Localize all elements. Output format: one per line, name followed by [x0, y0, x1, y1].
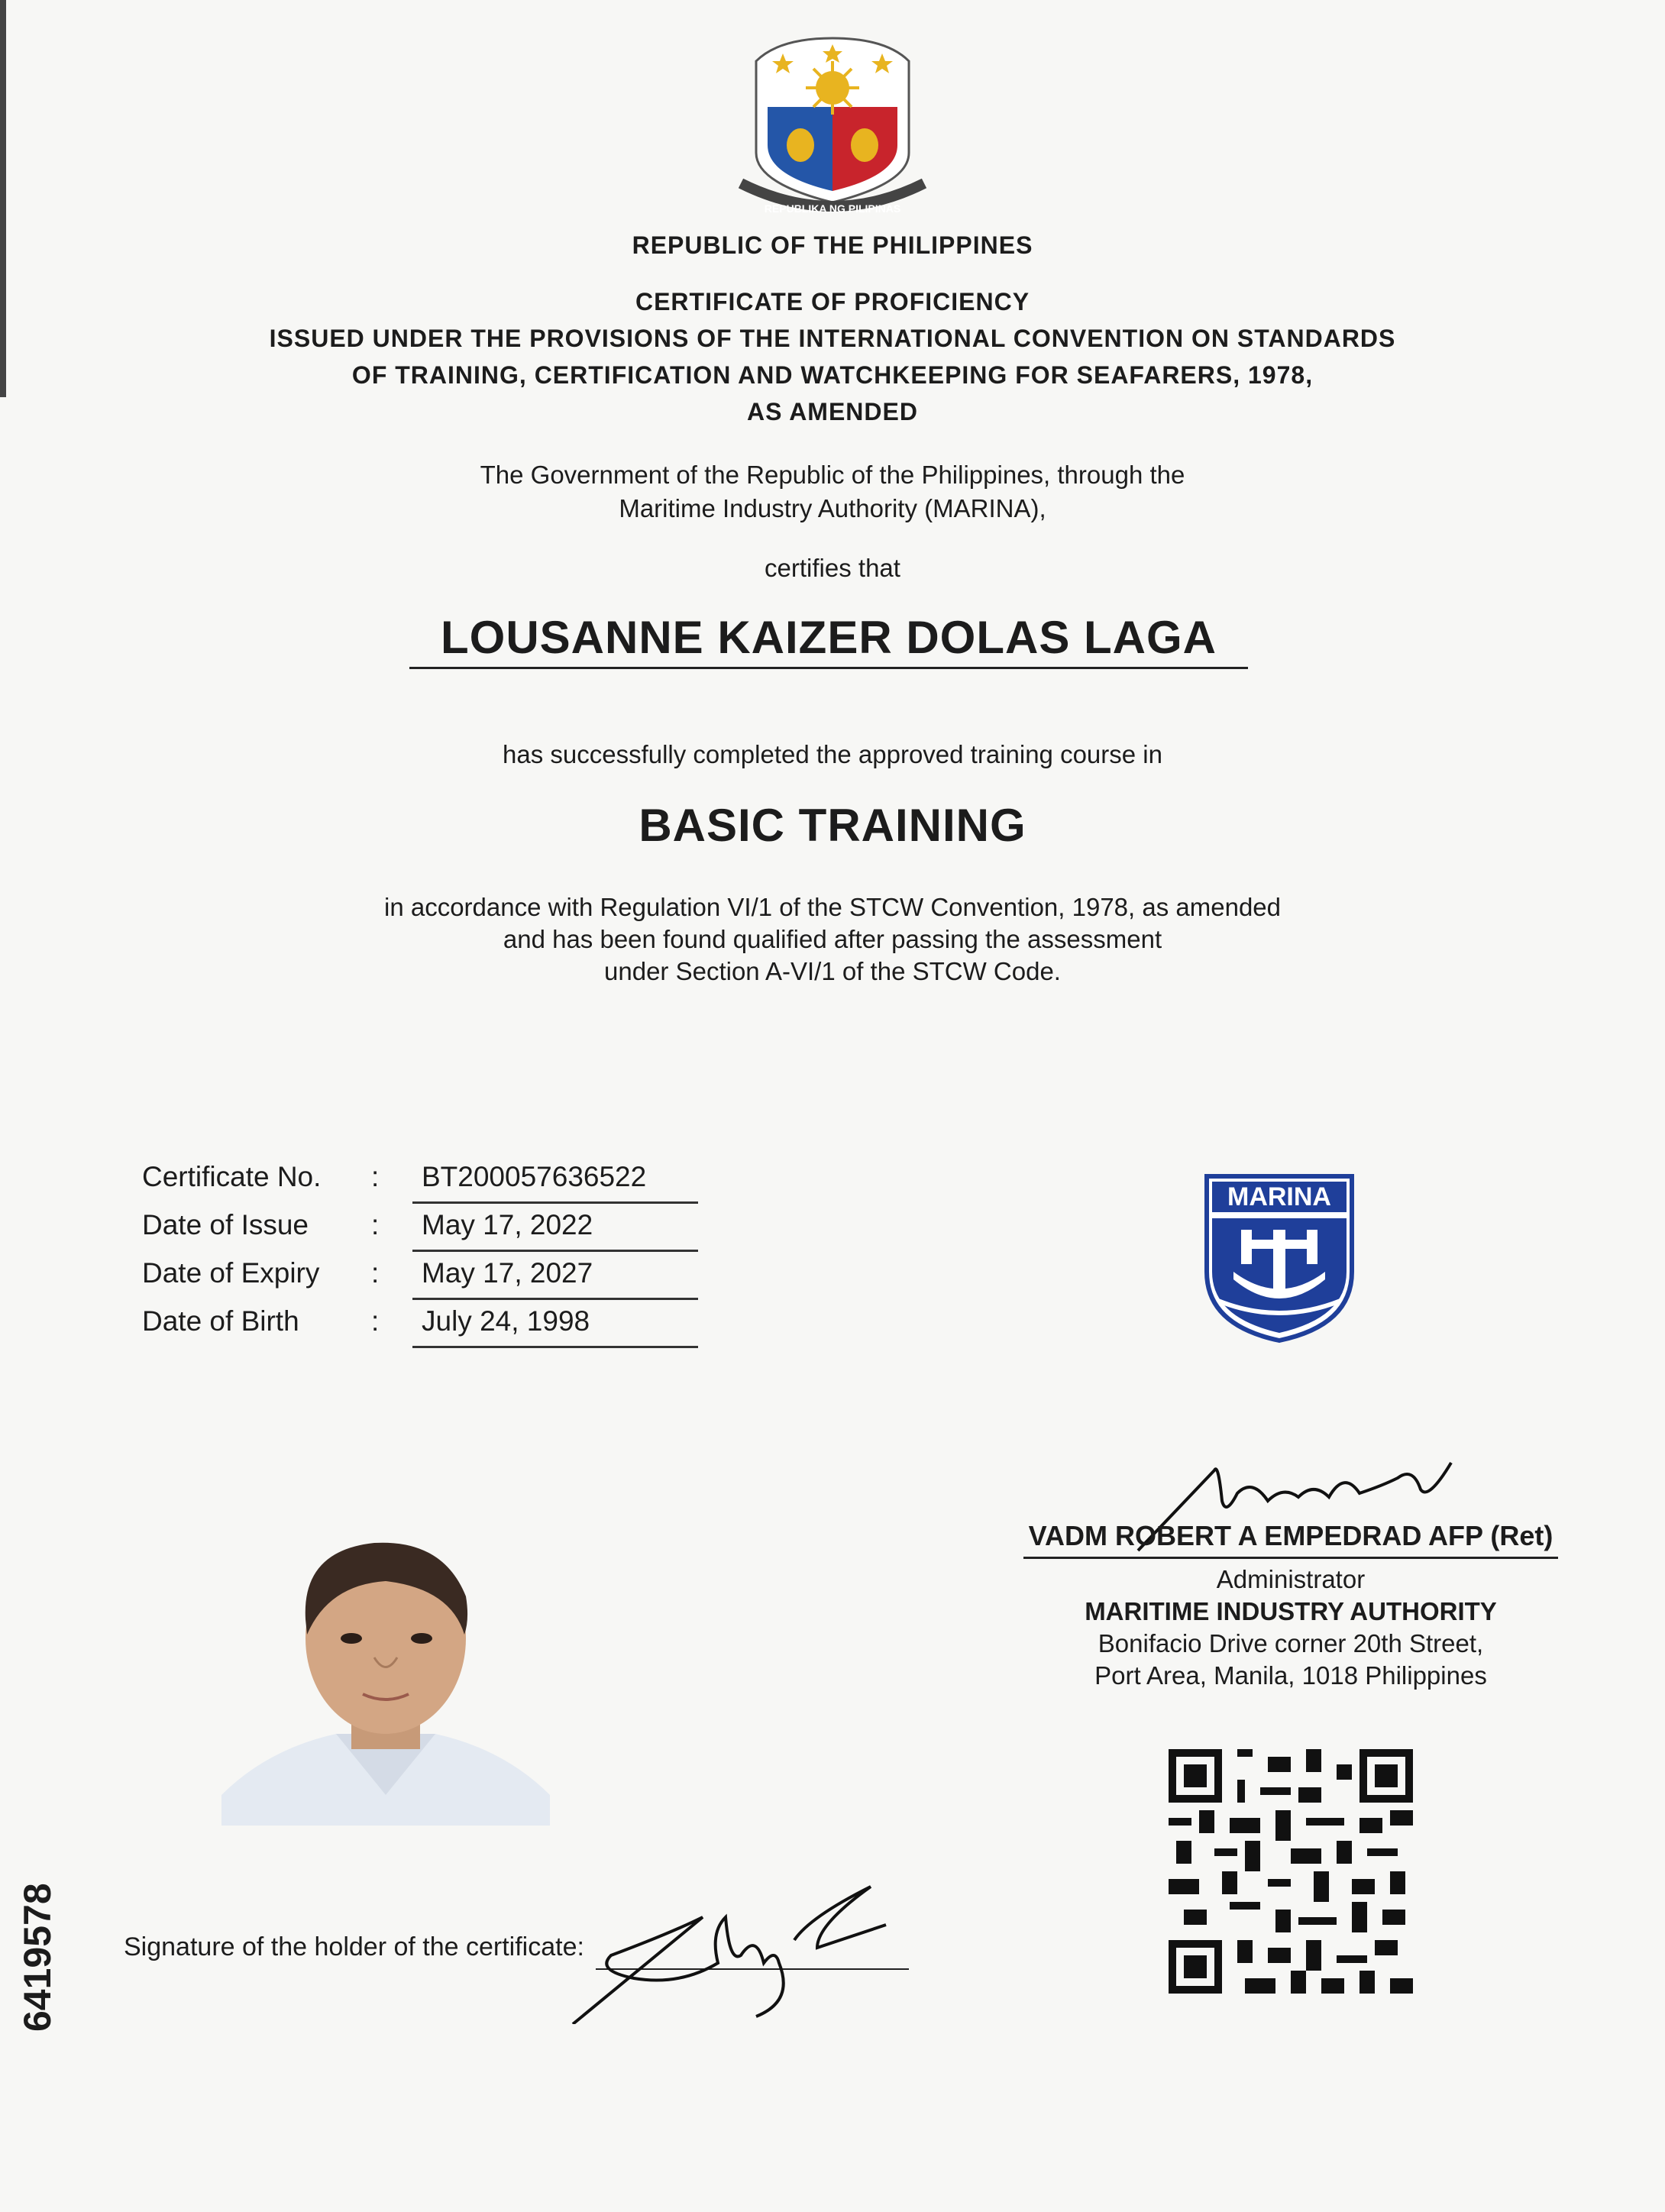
certifies-that: certifies that	[765, 554, 900, 582]
certificate-number-label: Certificate No.	[142, 1161, 322, 1192]
holder-signature-label: Signature of the holder of the certificate:	[124, 1932, 584, 1961]
country-heading: REPUBLIC OF THE PHILIPPINES	[632, 231, 1033, 259]
regulation-line-3: under Section A-VI/1 of the STCW Code.	[604, 957, 1061, 985]
issued-under-line-1: ISSUED UNDER THE PROVISIONS OF THE INTERNATIONAL CONVENTION ON STANDARDS	[269, 325, 1396, 352]
marina-logo-icon	[1203, 1172, 1356, 1344]
colon: :	[371, 1161, 380, 1192]
issued-under-line-3: AS AMENDED	[747, 398, 918, 425]
holder-name: LOUSANNE KAIZER DOLAS LAGA	[409, 611, 1248, 669]
authority-name: MARITIME INDUSTRY AUTHORITY	[1085, 1597, 1497, 1625]
holder-photo	[221, 1505, 550, 1826]
completed-statement: has successfully completed the approved training course in	[503, 740, 1162, 768]
colon: :	[371, 1257, 380, 1289]
date-of-issue-row	[142, 1209, 707, 1256]
date-of-birth-row	[142, 1305, 707, 1353]
date-of-birth-label: Date of Birth	[142, 1305, 299, 1337]
colon: :	[371, 1305, 380, 1337]
philippine-coat-of-arms-icon	[726, 31, 939, 222]
administrator-block	[1023, 1520, 1558, 1692]
serial-number: 6419578	[16, 1883, 59, 2032]
date-of-expiry-label: Date of Expiry	[142, 1257, 320, 1289]
svg-text:MARINA: MARINA	[1227, 1182, 1331, 1211]
course-title: BASIC TRAINING	[639, 800, 1026, 851]
date-of-birth-value: July 24, 1998	[412, 1305, 698, 1348]
regulation-line-1: in accordance with Regulation VI/1 of the STCW Convention, 1978, as amended	[383, 893, 1281, 921]
address-line-2: Port Area, Manila, 1018 Philippines	[1094, 1661, 1487, 1690]
administrator-title: Administrator	[1216, 1565, 1366, 1593]
issued-under-line-2: OF TRAINING, CERTIFICATION AND WATCHKEEPING FOR SEAFARERS, 1978,	[351, 361, 1314, 389]
holder-signature-icon	[565, 1848, 917, 2024]
regulation-line-2: and has been found qualified after passing the assessment	[503, 925, 1162, 953]
date-of-issue-value: May 17, 2022	[412, 1209, 698, 1252]
date-of-expiry-value: May 17, 2027	[412, 1257, 698, 1300]
certificate-number-row	[142, 1161, 707, 1208]
date-of-expiry-row	[142, 1257, 707, 1305]
government-line-2: Maritime Industry Authority (MARINA),	[619, 494, 1046, 522]
certificate-number-value: BT200057636522	[412, 1161, 698, 1204]
colon: :	[371, 1209, 380, 1240]
government-line-1: The Government of the Republic of the Philippines, through the	[480, 461, 1185, 489]
qr-code-icon	[1169, 1749, 1413, 1994]
administrator-name: VADM ROBERT A EMPEDRAD AFP (Ret)	[1023, 1520, 1558, 1559]
certificate-type: CERTIFICATE OF PROFICIENCY	[635, 288, 1030, 315]
address-line-1: Bonifacio Drive corner 20th Street,	[1098, 1629, 1484, 1657]
date-of-issue-label: Date of Issue	[142, 1209, 309, 1240]
svg-text:REPUBLIKA NG PILIPINAS: REPUBLIKA NG PILIPINAS	[764, 202, 901, 215]
